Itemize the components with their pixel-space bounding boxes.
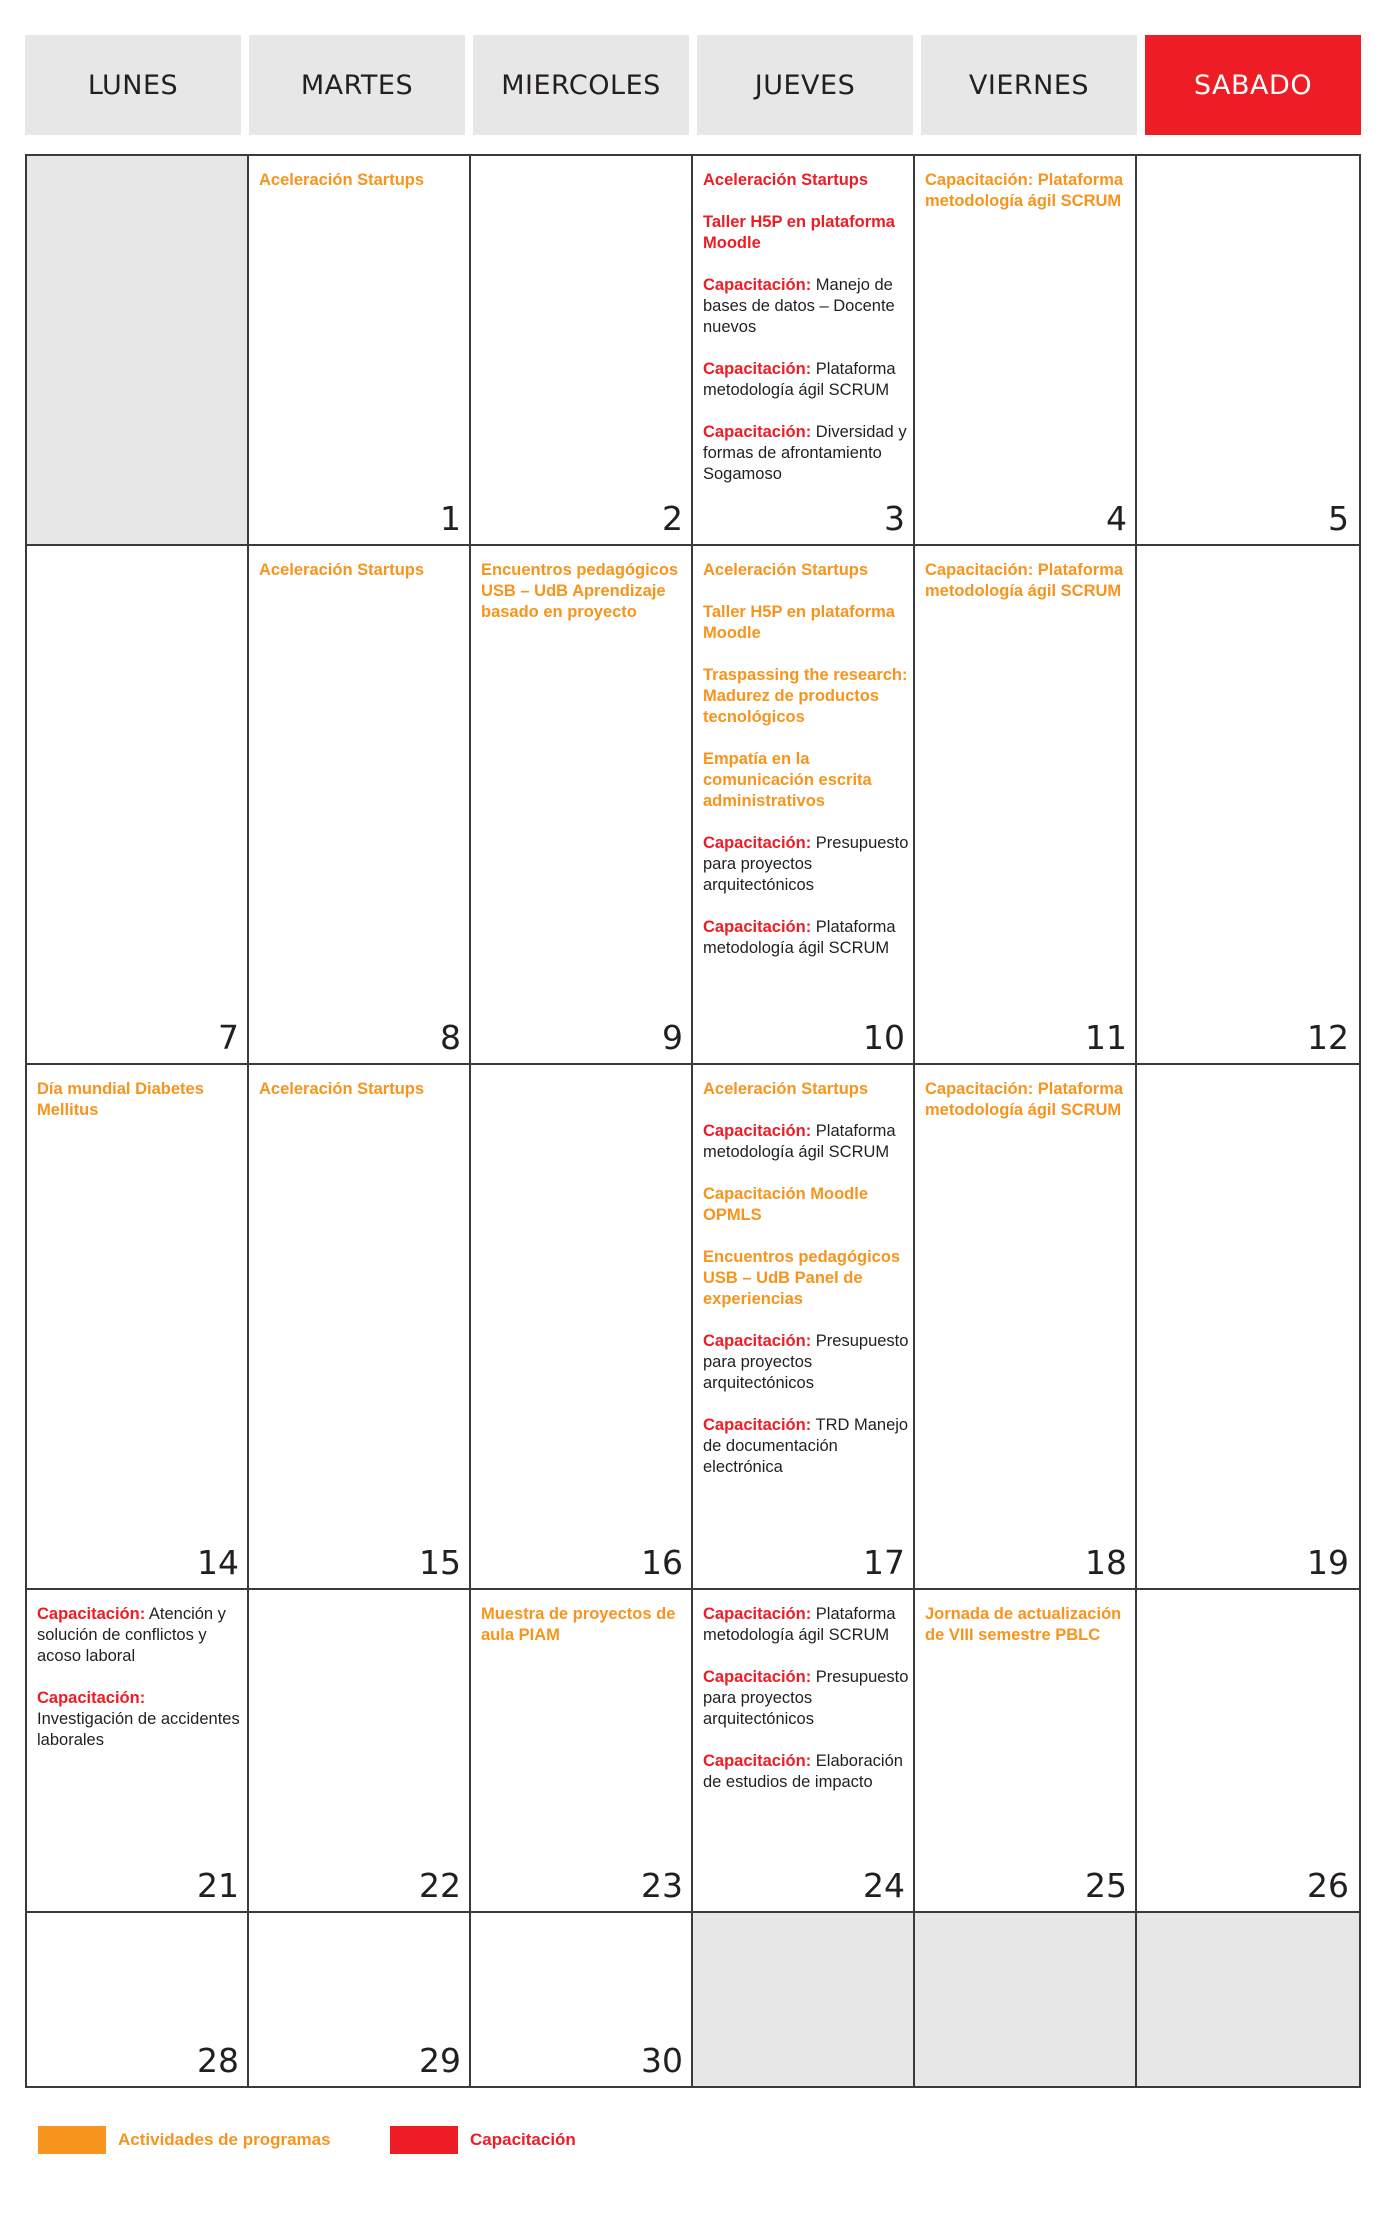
event-text: Presupuesto para proyectos arquitectónicos [703, 1332, 909, 1392]
legend-swatch [390, 2126, 458, 2154]
day-events [259, 170, 465, 212]
weekday-header-miercoles: MIERCOLES [473, 35, 689, 135]
day-number: 16 [641, 1543, 683, 1582]
event-program: Aceleración Startups [703, 561, 869, 579]
event-label: Capacitación: [703, 1605, 812, 1623]
event-program: Muestra de proyectos de aula PIAM [481, 1605, 676, 1644]
calendar-day-24[interactable] [691, 1588, 917, 1913]
event-program: Encuentros pedagógicos USB – UdB Panel de experiencias [703, 1248, 901, 1308]
event-label: Capacitación: [703, 276, 812, 294]
event-program: Aceleración Startups [703, 1080, 869, 1098]
event-label: Capacitación: [37, 1689, 146, 1707]
day-events [37, 1079, 243, 1142]
calendar-day-7[interactable] [25, 544, 251, 1065]
event-capacitacion [703, 359, 909, 401]
calendar-day-2[interactable] [469, 154, 695, 546]
day-number: 14 [197, 1543, 239, 1582]
legend-item [38, 2125, 331, 2155]
event-label: Capacitación: [37, 1605, 146, 1623]
event-program: Traspassing the research: Madurez de productos tecnológicos [703, 666, 908, 726]
day-events [925, 170, 1131, 233]
calendar-day-22[interactable] [247, 1588, 473, 1913]
event-text: Presupuesto para proyectos arquitectónicos [703, 1668, 909, 1728]
day-number: 15 [419, 1543, 461, 1582]
weekday-header-viernes: VIERNES [921, 35, 1137, 135]
day-number: 28 [197, 2041, 239, 2080]
calendar-day-30[interactable] [469, 1911, 695, 2088]
event-label: Capacitación: [703, 1668, 812, 1686]
weekday-header-sabado: SABADO [1145, 35, 1361, 135]
day-events [703, 1079, 909, 1499]
weekday-header-jueves: JUEVES [697, 35, 913, 135]
day-events [703, 1604, 909, 1814]
event-program: Capacitación: Plataforma metodología ágil SCRUM [925, 1080, 1124, 1119]
weekday-header-martes: MARTES [249, 35, 465, 135]
event-text: Plataforma metodología ágil SCRUM [703, 1605, 896, 1644]
legend-item [390, 2125, 576, 2155]
calendar-day-29[interactable] [247, 1911, 473, 2088]
event-program: Empatía en la comunicación escrita administrativos [703, 750, 872, 810]
weekday-header-lunes: LUNES [25, 35, 241, 135]
calendar-day-21[interactable] [25, 1588, 251, 1913]
day-number: 10 [863, 1018, 905, 1057]
day-number: 12 [1307, 1018, 1349, 1057]
day-number: 2 [662, 499, 683, 538]
day-number: 30 [641, 2041, 683, 2080]
day-events [925, 1604, 1131, 1667]
event-program: Capacitación: Plataforma metodología ágil SCRUM [925, 171, 1124, 210]
event-text: TRD Manejo de documentación electrónica [703, 1416, 909, 1476]
day-number: 19 [1307, 1543, 1349, 1582]
event-capacitacion [703, 833, 909, 896]
day-number: 5 [1328, 499, 1349, 538]
calendar-day-23[interactable] [469, 1588, 695, 1913]
event-capacitacion [703, 1604, 909, 1646]
event-label: Capacitación: [703, 360, 812, 378]
calendar-cell-empty[interactable] [1135, 1911, 1361, 2088]
event-text: Atención y solución de conflictos y acoso laboral [37, 1605, 226, 1665]
calendar-day-8[interactable] [247, 544, 473, 1065]
event-text: Plataforma metodología ágil SCRUM [703, 1122, 896, 1161]
legend-swatch [38, 2126, 106, 2154]
calendar-day-28[interactable] [25, 1911, 251, 2088]
event-capacitacion-title: Aceleración Startups [703, 171, 869, 189]
calendar-grid [25, 154, 1361, 2088]
calendar-day-14[interactable] [25, 1063, 251, 1590]
day-events [925, 560, 1131, 623]
day-number: 17 [863, 1543, 905, 1582]
day-number: 3 [884, 499, 905, 538]
event-capacitacion [703, 1415, 909, 1478]
calendar-day-25[interactable] [913, 1588, 1139, 1913]
event-capacitacion [703, 1751, 909, 1793]
event-capacitacion [703, 1121, 909, 1163]
calendar-cell-empty[interactable] [25, 154, 251, 546]
event-label: Capacitación: [703, 1122, 812, 1140]
calendar-day-12[interactable] [1135, 544, 1361, 1065]
legend-label: Actividades de programas [118, 2130, 331, 2149]
event-text: Diversidad y formas de afrontamiento Sogamoso [703, 423, 907, 483]
event-program: Aceleración Startups [259, 171, 425, 189]
day-number: 25 [1085, 1866, 1127, 1905]
event-label: Capacitación: [703, 918, 812, 936]
day-events [481, 1604, 687, 1667]
day-events [259, 1079, 465, 1121]
calendar-day-9[interactable] [469, 544, 695, 1065]
day-number: 1 [440, 499, 461, 538]
event-label: Capacitación: [703, 1416, 812, 1434]
event-label: Capacitación: [703, 423, 812, 441]
event-label: Capacitación: [703, 1752, 812, 1770]
day-number: 24 [863, 1866, 905, 1905]
event-program: Taller H5P en plataforma Moodle [703, 603, 895, 642]
day-events [481, 560, 687, 644]
calendar-cell-empty[interactable] [691, 1911, 917, 2088]
event-program: Aceleración Startups [259, 561, 425, 579]
calendar-day-17[interactable] [691, 1063, 917, 1590]
calendar-cell-empty[interactable] [913, 1911, 1139, 2088]
event-capacitacion [703, 422, 909, 485]
event-text: Plataforma metodología ágil SCRUM [703, 360, 896, 399]
calendar-day-3[interactable] [691, 154, 917, 546]
calendar-day-19[interactable] [1135, 1063, 1361, 1590]
event-program: Capacitación: Plataforma metodología ágil SCRUM [925, 561, 1124, 600]
day-number: 7 [218, 1018, 239, 1057]
calendar-day-18[interactable] [913, 1063, 1139, 1590]
day-events [37, 1604, 243, 1772]
event-label: Capacitación: [703, 834, 812, 852]
weekday-header-row [0, 35, 1396, 135]
event-program: Encuentros pedagógicos USB – UdB Aprendizaje basado en proyecto [481, 561, 679, 621]
calendar-day-15[interactable] [247, 1063, 473, 1590]
event-label: Capacitación: [703, 1332, 812, 1350]
event-capacitacion [703, 1667, 909, 1730]
legend-label: Capacitación [470, 2130, 576, 2149]
day-number: 29 [419, 2041, 461, 2080]
day-number: 4 [1106, 499, 1127, 538]
day-events [925, 1079, 1131, 1142]
day-number: 11 [1085, 1018, 1127, 1057]
day-events [703, 170, 909, 506]
event-text: Presupuesto para proyectos arquitectónicos [703, 834, 909, 894]
event-capacitacion [703, 275, 909, 338]
event-capacitacion [37, 1688, 243, 1751]
day-number: 26 [1307, 1866, 1349, 1905]
event-text: Plataforma metodología ágil SCRUM [703, 918, 896, 957]
event-capacitacion [703, 1331, 909, 1394]
day-number: 18 [1085, 1543, 1127, 1582]
event-text: Investigación de accidentes laborales [37, 1710, 240, 1749]
event-text: Manejo de bases de datos – Docente nuevos [703, 276, 895, 336]
calendar-day-4[interactable] [913, 154, 1139, 546]
event-capacitacion-title: Taller H5P en plataforma Moodle [703, 213, 895, 252]
calendar-day-26[interactable] [1135, 1588, 1361, 1913]
event-program: Jornada de actualización de VIII semestre PBLC [925, 1605, 1122, 1644]
day-number: 22 [419, 1866, 461, 1905]
event-program: Aceleración Startups [259, 1080, 425, 1098]
calendar-day-11[interactable] [913, 544, 1139, 1065]
calendar-day-10[interactable] [691, 544, 917, 1065]
event-capacitacion [37, 1604, 243, 1667]
calendar-day-1[interactable] [247, 154, 473, 546]
day-number: 8 [440, 1018, 461, 1057]
calendar-day-16[interactable] [469, 1063, 695, 1590]
event-program: Capacitación Moodle OPMLS [703, 1185, 869, 1224]
day-number: 9 [662, 1018, 683, 1057]
calendar-day-5[interactable] [1135, 154, 1361, 546]
event-capacitacion [703, 917, 909, 959]
event-program: Día mundial Diabetes Mellitus [37, 1080, 204, 1119]
event-text: Elaboración de estudios de impacto [703, 1752, 903, 1791]
day-number: 23 [641, 1866, 683, 1905]
day-number: 21 [197, 1866, 239, 1905]
day-events [259, 560, 465, 602]
day-events [703, 560, 909, 980]
